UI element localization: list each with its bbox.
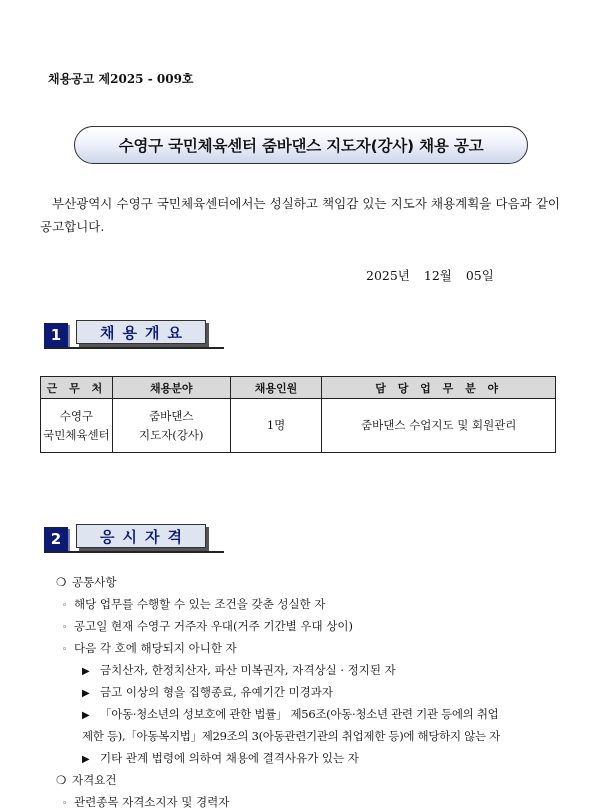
announcement-title-text: 수영구 국민체육센터 줌바댄스 지도자(강사) 채용 공고	[118, 137, 484, 155]
list-item: ◦ 관련종목 자격소지자 및 경력자	[62, 795, 230, 809]
list-item: ◦ 다음 각 호에 해당되지 아니한 자	[62, 641, 237, 655]
small-circle-bullet-icon: ◦	[62, 799, 68, 809]
exclusion-item: ▶ 기타 관계 법령에 의하여 채용에 결격사유가 있는 자	[82, 751, 359, 765]
date-year: 2025년	[366, 268, 410, 283]
list-item: ◦ 공고일 현재 수영구 거주자 우대(거주 기간별 우대 상이)	[62, 619, 353, 633]
requirement-heading: ❍ 자격요건	[56, 773, 117, 787]
exclusion-item: ▶ 「아동·청소년의 성보호에 관한 법률」 제56조(아동·청소년 관련 기관 등에의 취업	[82, 707, 499, 721]
header-field: 채용분야	[112, 377, 230, 399]
table-header-row	[41, 377, 556, 399]
section-1-underline	[44, 347, 224, 349]
cell-field	[112, 399, 230, 453]
header-workplace: 근 무 처	[41, 377, 113, 399]
recruitment-table	[40, 376, 556, 453]
table-row	[41, 399, 556, 453]
field-line-1: 줌바댄스	[149, 408, 194, 423]
circle-bullet-icon: ❍	[56, 575, 67, 589]
common-heading: ❍ 공통사항	[56, 575, 117, 589]
section-2-number: 2	[44, 527, 68, 551]
exclusion-item: ▶ 금고 이상의 형을 집행종료, 유예기간 미경과자	[82, 685, 334, 699]
triangle-bullet-icon: ▶	[82, 688, 90, 699]
header-count: 채용인원	[230, 377, 322, 399]
small-circle-bullet-icon: ◦	[62, 623, 68, 633]
triangle-bullet-icon: ▶	[82, 754, 90, 765]
cell-workplace	[41, 399, 113, 453]
cell-count: 1명	[230, 399, 322, 453]
workplace-line-1: 수영구	[59, 408, 94, 423]
small-circle-bullet-icon: ◦	[62, 601, 68, 611]
field-line-2: 지도자(강사)	[138, 427, 204, 442]
workplace-line-2: 국민체육센터	[43, 427, 110, 442]
announcement-date	[366, 266, 494, 284]
date-day: 05일	[465, 268, 494, 283]
section-1-number: 1	[44, 323, 68, 347]
notice-number: 채용공고 제2025 - 009호	[48, 72, 194, 86]
section-2-underline	[44, 551, 224, 553]
announcement-title	[74, 126, 528, 164]
cell-duty: 줌바댄스 수업지도 및 회원관리	[322, 399, 556, 453]
exclusion-item-continuation: 제한 등),「아동복지법」제29조의 3(아동관련기관의 취업제한 등)에 해당하지 않는 자	[82, 729, 500, 743]
triangle-bullet-icon: ▶	[82, 710, 90, 721]
exclusion-item: ▶ 금치산자, 한정치산자, 파산 미복권자, 자격상실 · 정지된 자	[82, 663, 396, 677]
date-month: 12월	[423, 268, 452, 283]
section-2-title: 응시자격	[76, 524, 206, 548]
header-duty: 담 당 업 무 분 야	[322, 377, 556, 399]
section-1-title: 채용개요	[76, 320, 206, 344]
list-item: ◦ 해당 업무를 수행할 수 있는 조건을 갖춘 성실한 자	[62, 597, 326, 611]
intro-paragraph: 부산광역시 수영구 국민체육센터에서는 성실하고 책임감 있는 지도자 채용계획을 다음과 같이 공고합니다.	[40, 196, 560, 234]
circle-bullet-icon: ❍	[56, 773, 67, 787]
small-circle-bullet-icon: ◦	[62, 645, 68, 655]
triangle-bullet-icon: ▶	[82, 666, 90, 677]
